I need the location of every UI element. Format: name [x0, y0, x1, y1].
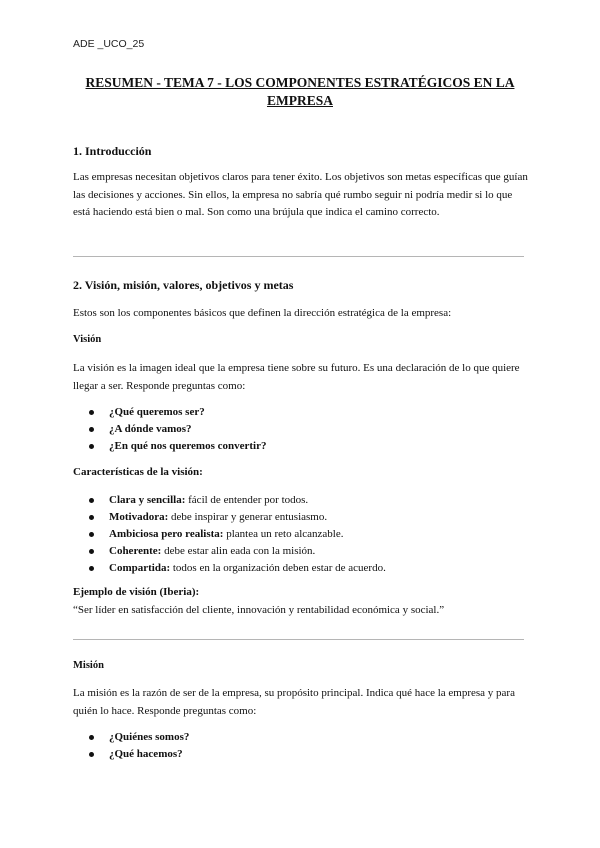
- mision-questions-wrap: [73, 729, 528, 763]
- desc: plantea un reto alcanzable.: [226, 528, 344, 540]
- intro-heading: 1. Introducción: [73, 144, 152, 158]
- divider: [73, 639, 524, 640]
- document-title: RESUMEN - TEMA 7 - LOS COMPONENTES ESTRATÉGICOS EN LA EMPRESA: [85, 75, 515, 108]
- list-item: [73, 509, 528, 526]
- vision-heading: Visión: [73, 334, 102, 345]
- divider: [73, 256, 524, 257]
- characteristics-heading-wrap: [73, 464, 528, 482]
- mision-paragraph-wrap: [73, 685, 528, 720]
- mision-questions-list: [73, 729, 528, 763]
- desc: debe inspirar y generar entusiasmo.: [171, 511, 328, 523]
- vision-paragraph: La visión es la imagen ideal que la empresa tiene sobre su futuro. Es una declaración de lo que quiere llegar a ser. Responde preguntas como:: [73, 362, 520, 392]
- list-item: [73, 492, 528, 509]
- mision-heading-wrap: [73, 660, 528, 671]
- mision-paragraph: La misión es la razón de ser de la empresa, su propósito principal. Indica qué hace la empresa y para quién lo hace. Responde preguntas como:: [73, 687, 515, 717]
- intro-section: [73, 144, 528, 159]
- characteristics-heading: Características de la visión:: [73, 466, 203, 478]
- list-item: ¿Qué queremos ser?: [73, 404, 528, 421]
- list-item: ¿Qué hacemos?: [73, 746, 528, 763]
- section2-paragraph: Estos son los componentes básicos que definen la dirección estratégica de la empresa:: [73, 307, 452, 319]
- characteristics-wrap: [73, 492, 528, 577]
- section2-heading: 2. Visión, misión, valores, objetivos y metas: [73, 278, 294, 292]
- mision-heading: Misión: [73, 660, 104, 671]
- list-item: ¿Quiénes somos?: [73, 729, 528, 746]
- vision-heading-wrap: [73, 334, 528, 345]
- vision-paragraph-wrap: [73, 360, 528, 395]
- desc: debe estar alin eada con la misión.: [164, 545, 316, 557]
- list-item: ¿A dónde vamos?: [73, 421, 528, 438]
- term: Coherente:: [109, 545, 162, 557]
- desc: todos en la organización deben estar de acuerdo.: [172, 562, 386, 574]
- term: Ambiciosa pero realista:: [109, 528, 224, 540]
- vision-example-text: “Ser líder en satisfacción del cliente, innovación y rentabilidad económica y social.”: [73, 603, 445, 616]
- term: Compartida:: [109, 562, 171, 574]
- term: Clara y sencilla:: [109, 494, 186, 506]
- intro-paragraph: Las empresas necesitan objetivos claros para tener éxito. Los objetivos son metas específicas que guían las decisiones y acciones. Sin ellos, la empresa no sabría qué rumbo seguir ni podría medir si lo que está haciendo está bien o mal. Son como una brújula que indica el camino correcto.: [73, 171, 528, 218]
- term: Motivadora:: [109, 511, 169, 523]
- section2-heading-wrap: [73, 278, 528, 293]
- list-item: [73, 560, 528, 577]
- vision-questions-wrap: [73, 404, 528, 455]
- list-item: [73, 526, 528, 543]
- desc: fácil de entender por todos.: [188, 494, 309, 506]
- vision-questions-list: [73, 404, 528, 455]
- vision-example-wrap: [73, 584, 528, 619]
- list-item: [73, 543, 528, 560]
- document-header: ADE _UCO_25: [73, 38, 145, 50]
- list-item: ¿En qué nos queremos convertir?: [73, 438, 528, 455]
- characteristics-list: [73, 492, 528, 577]
- section2-paragraph-wrap: [73, 305, 528, 323]
- vision-example-heading: Ejemplo de visión (Iberia):: [73, 586, 200, 598]
- intro-paragraph-wrap: [73, 169, 528, 222]
